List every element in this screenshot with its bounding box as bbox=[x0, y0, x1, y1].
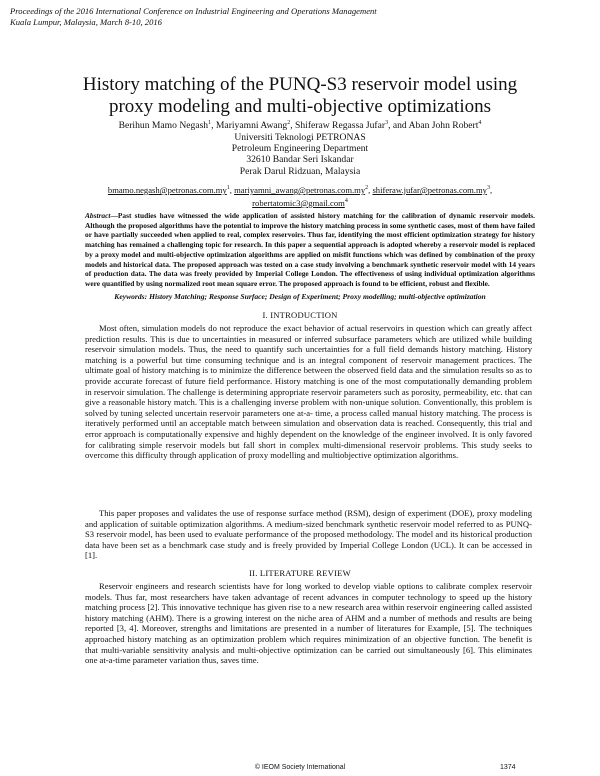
intro-paragraph-1: Most often, simulation models do not reproduce the exact behavior of actual reservoirs in question which can greatly affect prediction results. This is due to uncertainties in measured or inferred subsurface parameters which are utilized while building reservoir simulation models. Thus, the need to quantify such uncertainties for a full field demands history matching. History matching is a powerful but time consuming technique and is an integral component of reservoir management practices. The ultimate goal of history matching is to minimize the difference between the observed field data and the simulation results so as to provide accurate forecast of future field performance. History matching is one of the most computationally demanding problem in reservoir simulation. The challenge is determining appropriate reservoir parameters such as porosity, permeability, etc. that can give a reasonable history match. This is a challenging inverse problem with non-unique solution. Conventionally, this problem is solved by tuning selected uncertain reservoir parameters one at-a- time, a process called manual history matching. The process is iteratively performed until an acceptable match between simulation and observation data is reached. Consequently, this trial and error approach is computationally expensive and highly dependent on the knowledge of the engineer involved. It is only favored for calibrating simple reservoir models but fall short in complex multi-dimensional reservoir problems. This study seeks to overcome this difficulty through application of proxy modelling and multiobjective optimization algorithms. bbox=[85, 323, 532, 461]
email-link-3[interactable]: shiferaw.jufar@petronas.com.my bbox=[372, 184, 487, 195]
keywords: Keywords: History Matching; Response Surface; Design of Experiment; Proxy modelling; multi-objective optimization bbox=[114, 292, 486, 301]
proceedings-line-2: Kuala Lumpur, Malaysia, March 8-10, 2016 bbox=[10, 17, 162, 27]
email-link-1[interactable]: bmamo.negash@petronas.com.my bbox=[107, 184, 227, 195]
section-heading-introduction: I. INTRODUCTION bbox=[262, 310, 338, 320]
author-block bbox=[0, 118, 600, 177]
section-heading-literature-review: II. LITERATURE REVIEW bbox=[249, 568, 351, 578]
paper-title bbox=[0, 74, 600, 118]
email-3-sup: 3 bbox=[486, 185, 490, 191]
affiliation-line: Perak Darul Ridzuan, Malaysia bbox=[239, 165, 361, 177]
affiliation-line: 32610 Bandar Seri Iskandar bbox=[246, 154, 354, 166]
email-1-sup: 1 bbox=[226, 185, 230, 191]
email-4-sup: 4 bbox=[344, 197, 348, 204]
proceedings-header bbox=[10, 6, 377, 28]
proceedings-line-1: Proceedings of the 2016 International Conference on Industrial Engineering and Operations Management bbox=[10, 6, 377, 16]
author-names bbox=[0, 118, 600, 132]
affiliation-line: Universiti Teknologi PETRONAS bbox=[234, 131, 366, 143]
author-4-sup: 4 bbox=[478, 120, 482, 126]
intro-paragraph-2: This paper proposes and validates the use of response surface method (RSM), design of experiment (DOE), proxy modeling and application of suitable optimization algorithms. A medium-sized benchmark synthetic reservoir model referred to as PUNQ-S3 reservoir model, has been used to evaluate performance of the proposed methodology. The model and its historical production data have been set as a benchmark case study and is freely provided by Imperial College London (UCL). It can be accessed in [1]. bbox=[85, 508, 532, 561]
title-line-2: proxy modeling and multi-objective optimizations bbox=[108, 96, 492, 117]
author-3: , Shiferaw Regassa Jufar bbox=[290, 120, 386, 132]
email-2-sup: 2 bbox=[365, 185, 369, 191]
affiliation-line: Petroleum Engineering Department bbox=[231, 143, 369, 154]
author-1: Berihun Mamo Negash bbox=[118, 120, 209, 132]
abstract-lead: Abstract bbox=[85, 211, 111, 220]
author-2: , Mariyamni Awang bbox=[211, 120, 288, 132]
abstract-text: —Past studies have witnessed the wide application of assisted history matching for the calibration of dynamic reservoir models. Although the proposed algorithms have the potential to improve the history matching process in some synthetic cases, most of them have failed or have partially succeeded when applied to real, complex reservoirs. Thus far, identifying the most efficient optimization strategy for history matching has remained a challenging topic for research. In this paper a sequential approach is adopted whereby a reservoir model is replaced by a proxy model and multi-objective optimization algorithms are applied on misfit functions which was defined by combination of the proxy models and historical data. The proposed approach was tested on a case study involving a benchmark synthetic reservoir model with 14 years of production data. The data was freely provided by Imperial College London. The effectiveness of using individual optimization algorithms were quantified by using normalized root mean square error. The proposed approach is found to be efficient, robust and flexible. bbox=[85, 211, 535, 288]
author-1-sup: 1 bbox=[208, 120, 212, 126]
author-2-sup: 2 bbox=[287, 120, 291, 126]
email-link-2[interactable]: mariyamni_awang@petronas.com.my bbox=[234, 184, 366, 195]
literature-paragraph-1: Reservoir engineers and research scientists have for long worked to develop viable options to calibrate complex reservoir models. Thus far, most researchers have taken advantage of recent advances in computer technology to speed up the history matching process [2]. This innovative technique has given rise to a new research area within reservoir engineering called assisted history matching (AHM). There is a growing interest on the niche area of AHM and a number of methods and results are being reported [3, 4]. Moreover, strengths and limitations are presented in a number of literatures for Example, [5]. The techniques approached history matching as an optimization problem which requires minimization of an objective function. The benefit is that multi-variable sensitivity analysis and multi-objective optimization can be carried out simultaneously [6]. This eliminates one at-a-time parameter variation thus, saves time. bbox=[85, 581, 532, 666]
title-line-1: History matching of the PUNQ-S3 reservoir model using bbox=[82, 74, 518, 95]
author-4: , and Aban John Robert bbox=[388, 120, 479, 132]
author-3-sup: 3 bbox=[385, 120, 389, 126]
page-number: 1374 bbox=[500, 764, 516, 771]
footer-copyright: © IEOM Society International bbox=[254, 764, 346, 771]
abstract bbox=[85, 211, 535, 289]
email-link-4[interactable]: robertatomic3@gmail.com bbox=[252, 197, 345, 208]
email-block: $bmamo.negash@petronas.com.my^1$, $mariyamni\_awang@petronas.com.my^2$, $shiferaw.jufar@petronas.com.my^3$, robertatomic3@gmail.com$^4$ bbox=[107, 184, 493, 208]
